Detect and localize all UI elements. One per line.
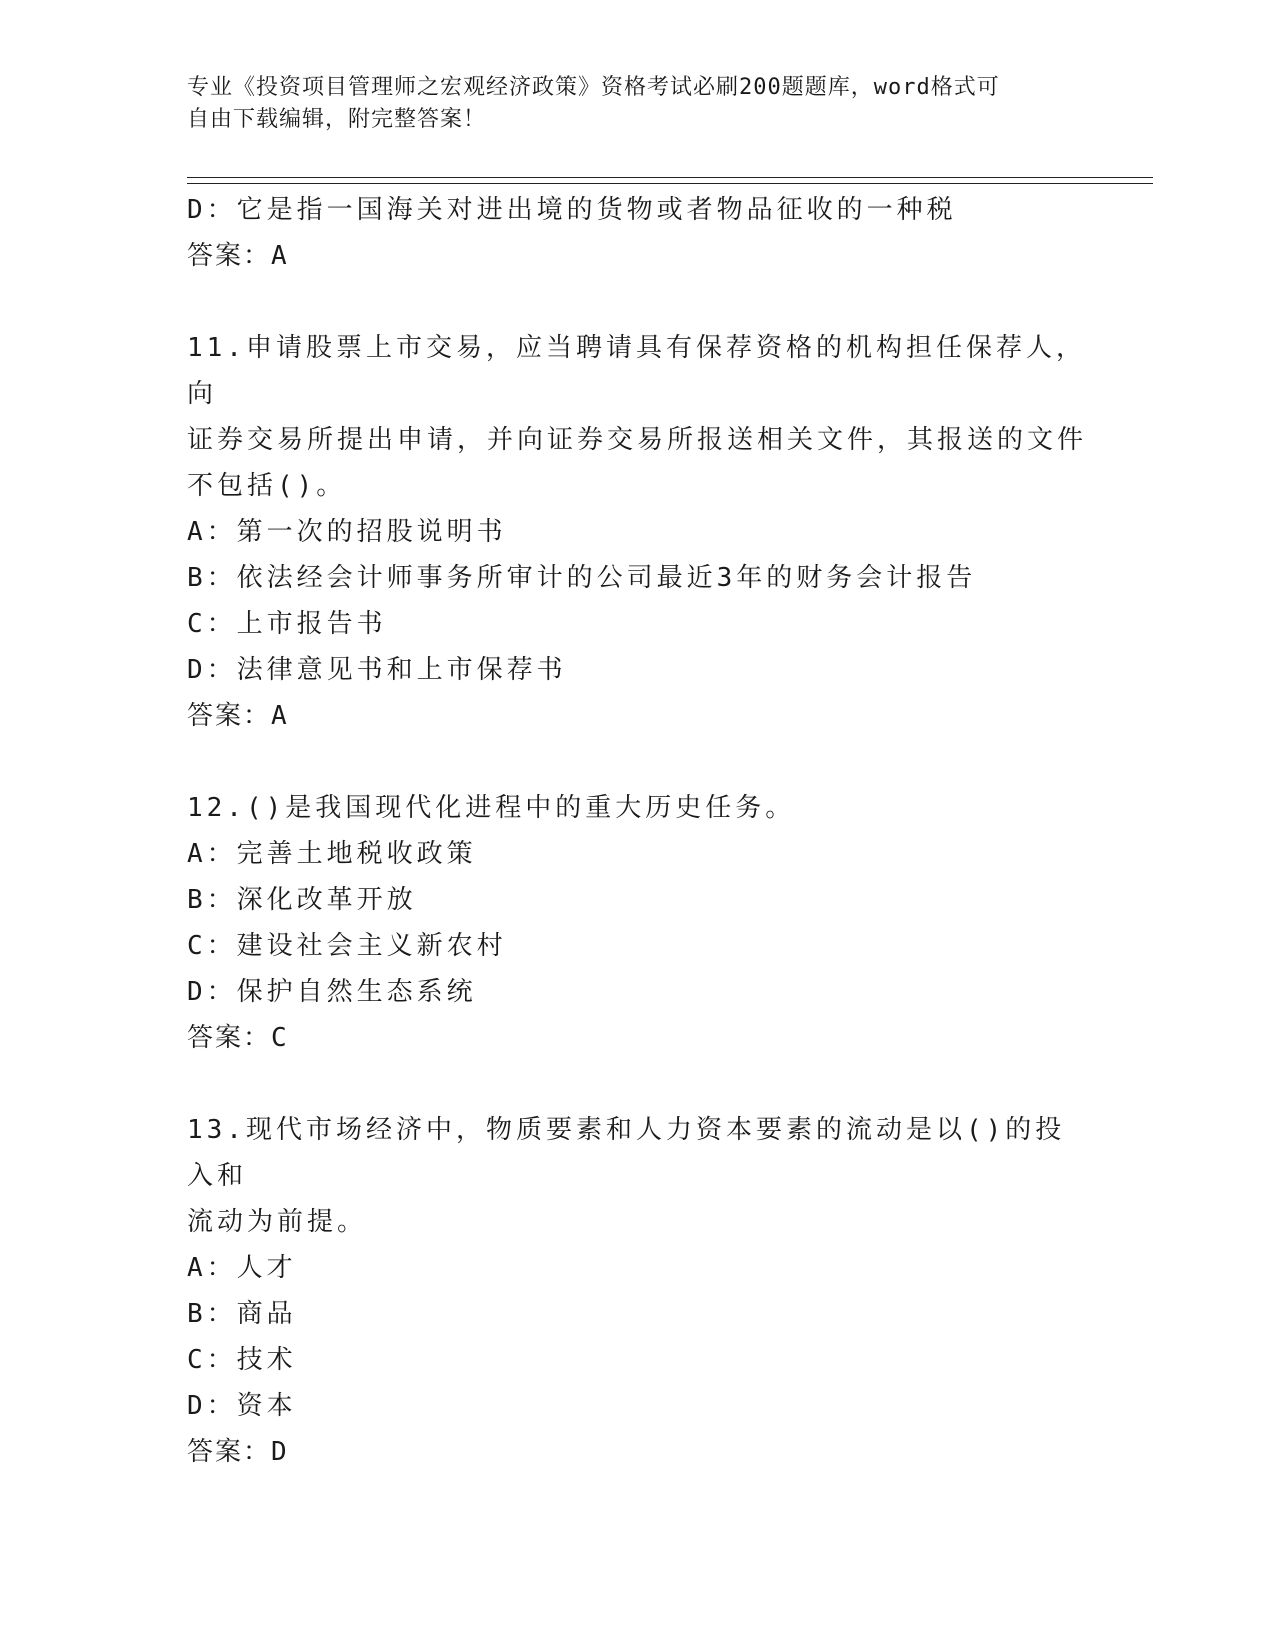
question-stem-line: 12.()是我国现代化进程中的重大历史任务。 [187, 793, 796, 823]
document-header [187, 72, 1067, 136]
question-stem-line: 13.现代市场经济中，物质要素和人力资本要素的流动是以()的投入和 [187, 1115, 1066, 1191]
option-d: D：法律意见书和上市保荐书 [187, 655, 567, 685]
question-list [187, 187, 1087, 1475]
answer: 答案：A [187, 701, 289, 731]
option-a: A：完善土地税收政策 [187, 839, 477, 869]
option-d: D：资本 [187, 1391, 297, 1421]
option-c: C：技术 [187, 1345, 297, 1375]
question-block [187, 325, 1087, 739]
header-divider [187, 177, 1153, 184]
question-block [187, 1107, 1087, 1475]
option-b: B：商品 [187, 1299, 297, 1329]
option-c: C：上市报告书 [187, 609, 387, 639]
option-a: A：人才 [187, 1253, 297, 1283]
spacer [187, 1061, 1087, 1107]
question-stem-line: 证券交易所提出申请，并向证券交易所报送相关文件，其报送的文件 [187, 425, 1088, 455]
option-d: D：保护自然生态系统 [187, 977, 477, 1007]
option-b: B：深化改革开放 [187, 885, 417, 915]
option-b: B：依法经会计师事务所审计的公司最近3年的财务会计报告 [187, 563, 977, 593]
answer: 答案：C [187, 1023, 289, 1053]
question-block [187, 785, 1087, 1061]
spacer [187, 739, 1087, 785]
answer: 答案：D [187, 1437, 289, 1467]
answer: 答案：A [187, 241, 289, 271]
header-line: 自由下载编辑，附完整答案！ [187, 107, 487, 132]
question-stem-line: 流动为前提。 [187, 1207, 368, 1237]
spacer [187, 279, 1087, 325]
option-d: D：它是指一国海关对进出境的货物或者物品征收的一种税 [187, 195, 957, 225]
question-stem-line: 不包括()。 [187, 471, 347, 501]
option-c: C：建设社会主义新农村 [187, 931, 507, 961]
option-a: A：第一次的招股说明书 [187, 517, 507, 547]
header-line: 专业《投资项目管理师之宏观经济政策》资格考试必刷200题题库，word格式可 [187, 75, 1000, 100]
question-stem-line: 11.申请股票上市交易，应当聘请具有保荐资格的机构担任保荐人，向 [187, 333, 1086, 409]
